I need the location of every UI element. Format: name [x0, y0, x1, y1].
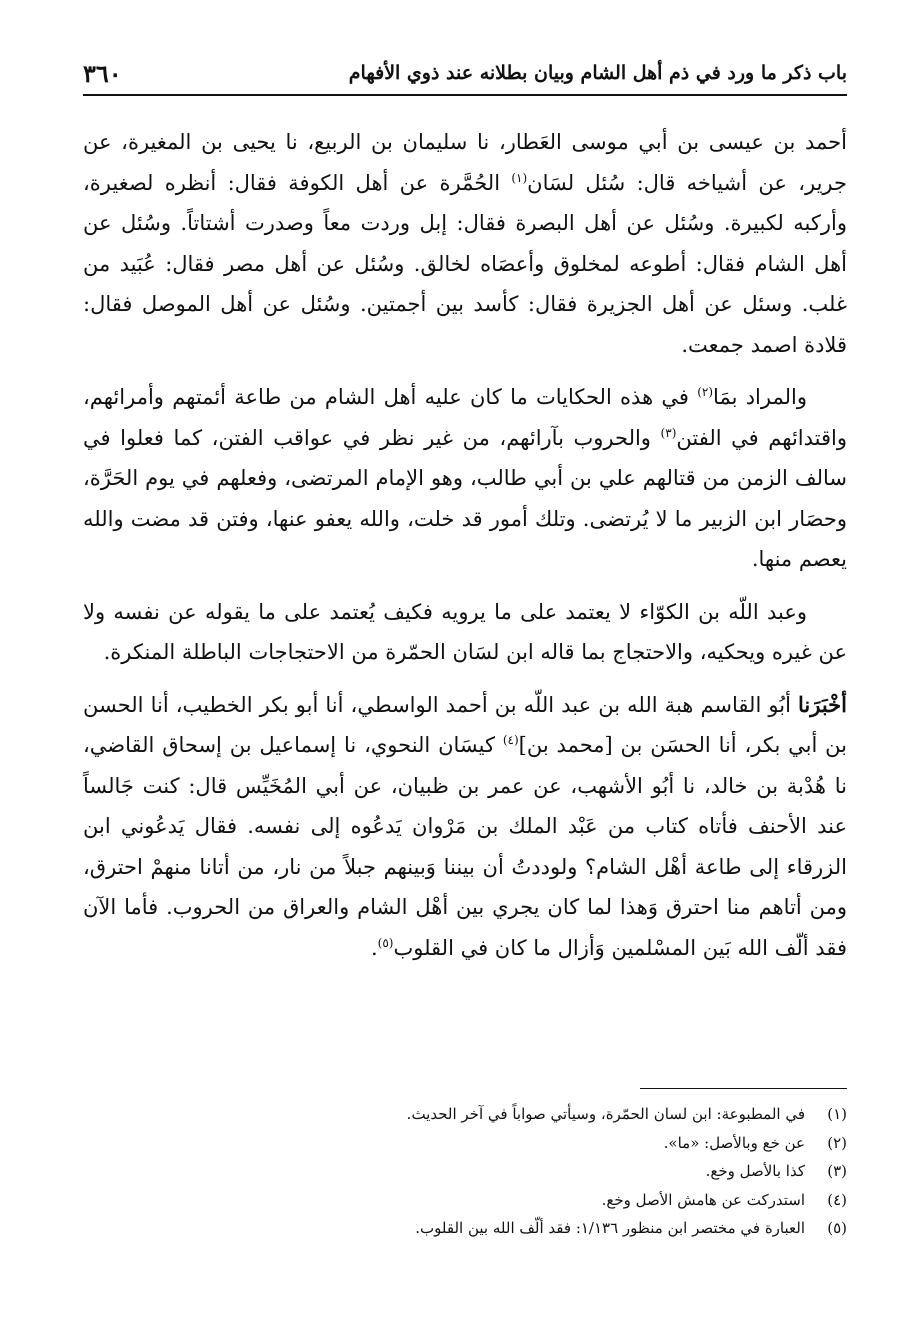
text-run: أحمد بن عيسى بن أبي موسى العَطار، نا سليمان بن الربيع، نا يحيى بن المغيرة، عن جرير، عن أشياخه قال: سُئل لسَان — [83, 130, 847, 195]
text-run: في هذه الحكايات ما كان عليه أهل الشام من طاعة أئمتهم وأمرائهم، واقتدائهم في الفتن — [83, 385, 847, 450]
footnote-number: (١) — [827, 1105, 847, 1123]
footnote-number: (٢) — [827, 1133, 847, 1152]
chapter-title: باب ذكر ما ورد في ذم أهل الشام وبيان بطلانه عند ذوي الأفهام — [348, 62, 847, 84]
text-run: الحُمَّرة عن أهل الكوفة فقال: أنظره لصغيرة، وأركبه لكبيرة. وسُئل عن أهل البصرة فقال: إبل وردت معاً وصدرت أشتاتاً. وسُئل عن أهل الشام فقال: أطوعه لمخلوق وأعصَاه لخالق. وسُئل عن أهل مصر فقال: عُبَيد من غلب. وسئل عن أهل الجزيرة فقال: كأسد بين أجمتين. وسُئل عن أهل الموصل فقال: قلادة اصمد جمعت. — [83, 170, 847, 357]
footnote-number: (٥) — [827, 1219, 847, 1237]
footnote — [83, 1157, 847, 1186]
text-run: والمراد بمَا — [713, 385, 807, 409]
footnote-marker: (٢) — [697, 385, 714, 399]
text-run: والحروب بآرائهم، من غير نظر في عواقب الفتن، كما فعلوا في سالف الزمن من قتالهم علي بن أبي طالب، وهو الإمام المرتضى، وفعلهم في يوم الحَرَّة، وحصَار ابن الزبير ما لا يُرتضى. وتلك أمور قد خلت، والله يعفو عنها، وفتن قد مضت والله يعصم منها. — [83, 425, 847, 571]
footnote-text: كذا بالأصل وخ‍ع. — [705, 1162, 805, 1180]
footnote-marker: (٣) — [660, 425, 677, 440]
footnote — [83, 1129, 847, 1158]
footnotes-list — [83, 1100, 847, 1243]
footnote-text: استدركت عن هامش الأصل وخ‍ع. — [601, 1190, 805, 1209]
footnote — [83, 1214, 847, 1243]
text-run: وعبد اللّه بن الكوّاء لا يعتمد على ما يرويه فكيف يُعتمد على ما يقوله عن نفسه ولا عن غيره ويحكيه، والاحتجاج بما قاله ابن لسَان الحمّرة من الاحتجاجات الباطلة المنكرة. — [83, 599, 847, 664]
footnote-number: (٣) — [827, 1162, 847, 1180]
footnote-text: العبارة في مختصر ابن منظور ١/١٣٦: فقد ألّف الله بين القلوب. — [415, 1219, 805, 1237]
footnote-marker: (١) — [511, 170, 528, 185]
text-run: أبُو القاسم هبة الله بن عبد اللّه بن أحمد الواسطي، أنا أبو بكر الخطيب، أنا الحسن بن أبي بكر، أنا الحسَن بن [محمد بن] — [83, 692, 847, 757]
text-run: كيسَان النحوي، نا إسماعيل بن إسحاق القاضي، نا هُدْبة بن خالد، نا أبُو الأشهب، عن عمر بن ظبيان، عن أبي المُخَيِّس قال: كنت جَالساً عند الأحنف فأتاه كتاب من عَبْد الملك بن مَرْوان يَدعُوه إلى نفسه. فقال يَدعُوني ابن الزرقاء إلى طاعة أهْل الشام؟ ولوددتُ أن بيننا وَبينهم جبلاً من نار، من أتانا منهمْ احترق، ومن أتاهم منا احترق وَهذا لما كان يجري بين أهْل الشام والعراق من الحروب. فأما الآن فقد ألّف الله بَين المسْلمين وَأزال ما كان في القلوب — [83, 733, 847, 960]
footnote — [83, 1186, 847, 1215]
page-number: ٣٦٠ — [83, 58, 122, 88]
paragraph — [83, 377, 847, 580]
footnote-separator — [640, 1088, 847, 1089]
text-run: . — [370, 935, 378, 960]
paragraph — [83, 592, 847, 673]
paragraph — [83, 685, 847, 969]
lead-word: أخْبَرَنا — [798, 691, 847, 717]
paragraph — [83, 122, 847, 365]
footnote-marker: (٤) — [502, 733, 519, 747]
footnote-number: (٤) — [827, 1190, 847, 1209]
footnote-marker: (٥) — [377, 935, 394, 950]
footnote-text: في المطبوعة: ابن لسان الحمّرة، وسيأتي صواباً في آخر الحديث. — [406, 1105, 805, 1123]
main-text — [83, 122, 847, 980]
footnote — [83, 1100, 847, 1129]
running-header — [83, 52, 847, 96]
footnote-text: عن خ‍ع وبالأصل: «ما». — [663, 1133, 805, 1152]
